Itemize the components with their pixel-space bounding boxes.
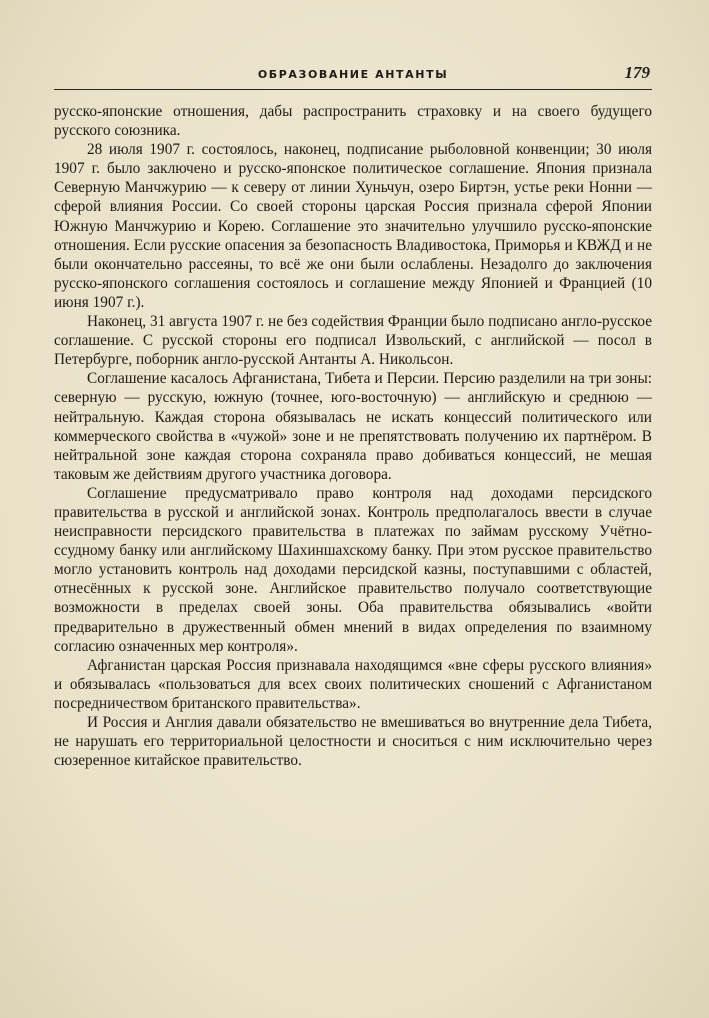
body-text <box>54 102 652 770</box>
paragraph-5: Соглашение предусматривало право контроля над доходами персидского правительства в русской и английской зонах. Контроль предполагалось ввести в случае неисправности персидского правительства в платежах по займам русскому Учётно-ссудному банку или английскому Шахиншахскому банку. При этом русское правительство могло установить контроль над доходами персидской казны, поступавшими с областей, отнесённых к русской зоне. Английское правительство получало соответствующие возможности в пределах своей зоны. Оба правительства обязывались «войти предварительно в дружественный обмен мнений в видах определения по взаимному согласию означенных мер контроля». <box>54 484 652 655</box>
header-rule <box>54 89 652 90</box>
paragraph-6: Афганистан царская Россия признавала находящимся «вне сферы русского влияния» и обязывалась «пользоваться для всех своих политических сношений с Афганистаном посредничеством британского правительства». <box>54 656 652 712</box>
page-header <box>54 60 652 86</box>
paragraph-3: Наконец, 31 августа 1907 г. не без содействия Франции было подписано англо-русское соглашение. С русской стороны его подписал Извольский, с английской — посол в Петербурге, поборник англо-русской Антанты А. Никольсон. <box>54 313 652 369</box>
page-number: 179 <box>624 63 650 82</box>
paragraph-1: русско-японские отношения, дабы распространить страховку и на своего будущего русского союзника. <box>54 103 652 140</box>
paragraph-7: И Россия и Англия давали обязательство не вмешиваться во внутренние дела Тибета, не нарушать его территориальной целостности и сноситься с ним исключительно через сюзеренное китайское правительство. <box>54 714 652 770</box>
running-head: ОБРАЗОВАНИЕ АНТАНТЫ <box>257 68 449 81</box>
paragraph-4: Соглашение касалось Афганистана, Тибета и Персии. Персию разделили на три зоны: северную — русскую, южную (точнее, юго-восточную) — английскую и среднюю — нейтральную. Каждая сторона обязывалась не искать концессий политического или коммерческого свойства в «чужой» зоне и не препятствовать получению их партнёром. В нейтральной зоне каждая сторона сохраняла право добиваться концессий, не мешая таковым же действиям другого участника договора. <box>54 370 652 483</box>
paragraph-2: 28 июля 1907 г. состоялось, наконец, подписание рыболовной конвенции; 30 июля 1907 г. было заключено и русско-японское политическое соглашение. Япония признала Северную Манчжурию — к северу от линии Хуньчун, озеро Биртэн, устье реки Нонни — сферой влияния России. Со своей стороны царская Россия признала сферой Японии Южную Манчжурию и Корею. Соглашение это значительно улучшило русско-японские отношения. Если русские опасения за безопасность Владивостока, Приморья и КВЖД и не были окончательно рассеяны, то всё же они были ослаблены. Незадолго до заключения русско-японского соглашения состоялось и соглашение между Японией и Францией (10 июня 1907 г.). <box>54 141 652 311</box>
